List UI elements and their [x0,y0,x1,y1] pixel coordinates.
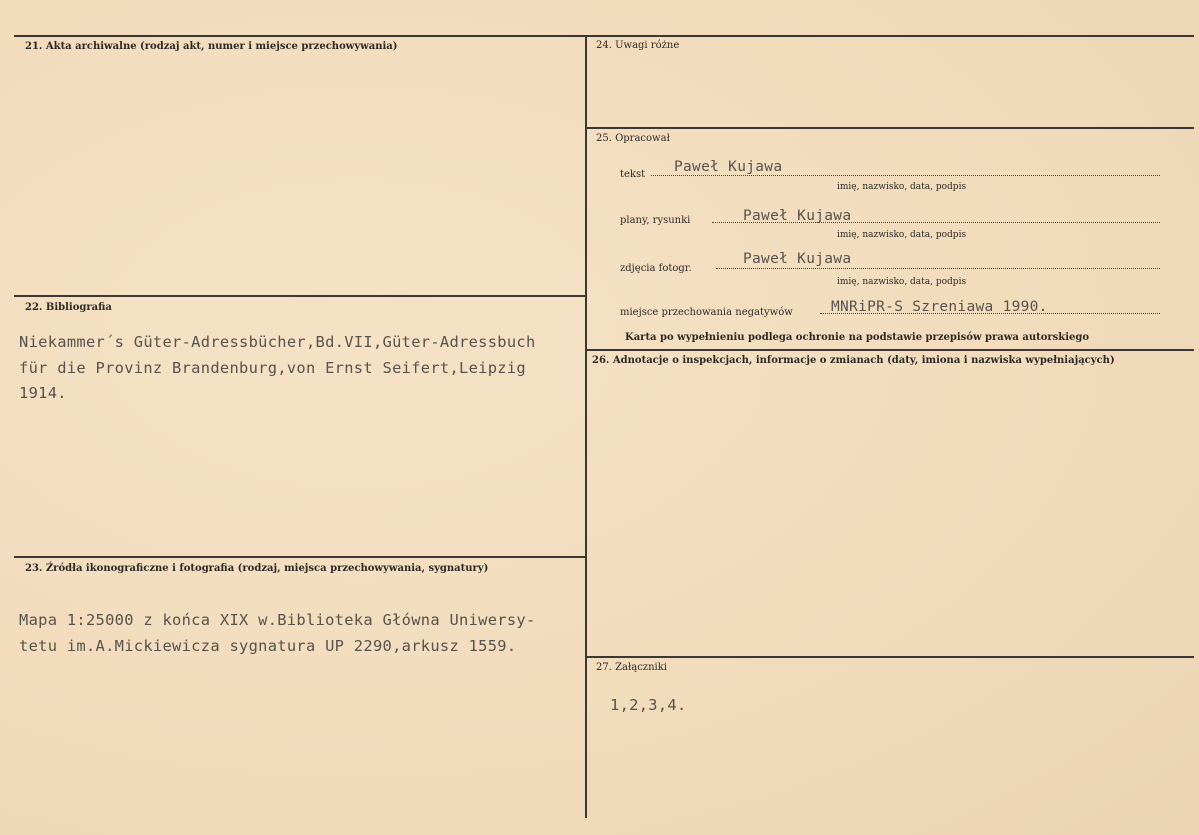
iconography-line-2: tetu im.A.Mickiewicza sygnatura UP 2290,arkusz 1559. [19,637,517,655]
attachments-value: 1,2,3,4. [610,696,687,714]
tekst-hint: imię, nazwisko, data, podpis [837,182,967,192]
divider-21-22 [14,295,586,297]
divider-22-23 [14,556,586,558]
divider-26-27 [586,656,1194,658]
zdjecia-hint: imię, nazwisko, data, podpis [837,277,967,287]
iconography-line-1: Mapa 1:25000 z końca XIX w.Biblioteka Główna Uniwersy- [19,611,536,629]
tekst-dotted-line [651,175,1160,176]
section-27-label: 27. Załączniki [596,662,667,673]
divider-24-25 [586,127,1194,129]
bibliography-line-1: Niekammer´s Güter-Adressbücher,Bd.VII,Güter-Adressbuch [19,333,536,351]
section-22-label: 22. Bibliografia [25,302,112,313]
zdjecia-value: Paweł Kujawa [743,251,852,267]
section-26-label: 26. Adnotacje o inspekcjach, informacje o zmianach (daty, imiona i nazwiska wypełniających) [592,355,1115,366]
section-21-label: 21. Akta archiwalne (rodzaj akt, numer i miejsce przechowywania) [25,41,398,52]
section-25-label: 25. Opracował [596,133,670,144]
negatives-dotted-line [820,313,1160,314]
negatives-label: miejsce przechowania negatywów [620,307,793,318]
bibliography-line-2: für die Provinz Brandenburg,von Ernst Seifert,Leipzig [19,359,526,377]
center-divider [585,36,587,818]
plany-value: Paweł Kujawa [743,208,852,224]
section-23-label: 23. Źródła ikonograficzne i fotografia (rodzaj, miejsca przechowywania, sygnatury) [25,563,489,574]
divider-25-26 [586,349,1194,351]
negatives-value: MNRiPR-S Szreniawa 1990. [831,299,1048,315]
plany-dotted-line [712,222,1160,223]
plany-label: plany, rysunki [620,215,691,226]
top-border-line [14,35,1194,37]
zdjecia-dotted-line [716,268,1160,269]
section-24-label: 24. Uwagi różne [596,40,680,51]
copyright-notice: Karta po wypełnieniu podlega ochronie na podstawie przepisów prawa autorskiego [625,332,1090,343]
tekst-label: tekst [620,169,646,180]
bibliography-line-3: 1914. [19,384,67,402]
tekst-value: Paweł Kujawa [674,159,783,175]
plany-hint: imię, nazwisko, data, podpis [837,230,967,240]
zdjecia-label: zdjęcia fotogr. [620,263,692,274]
